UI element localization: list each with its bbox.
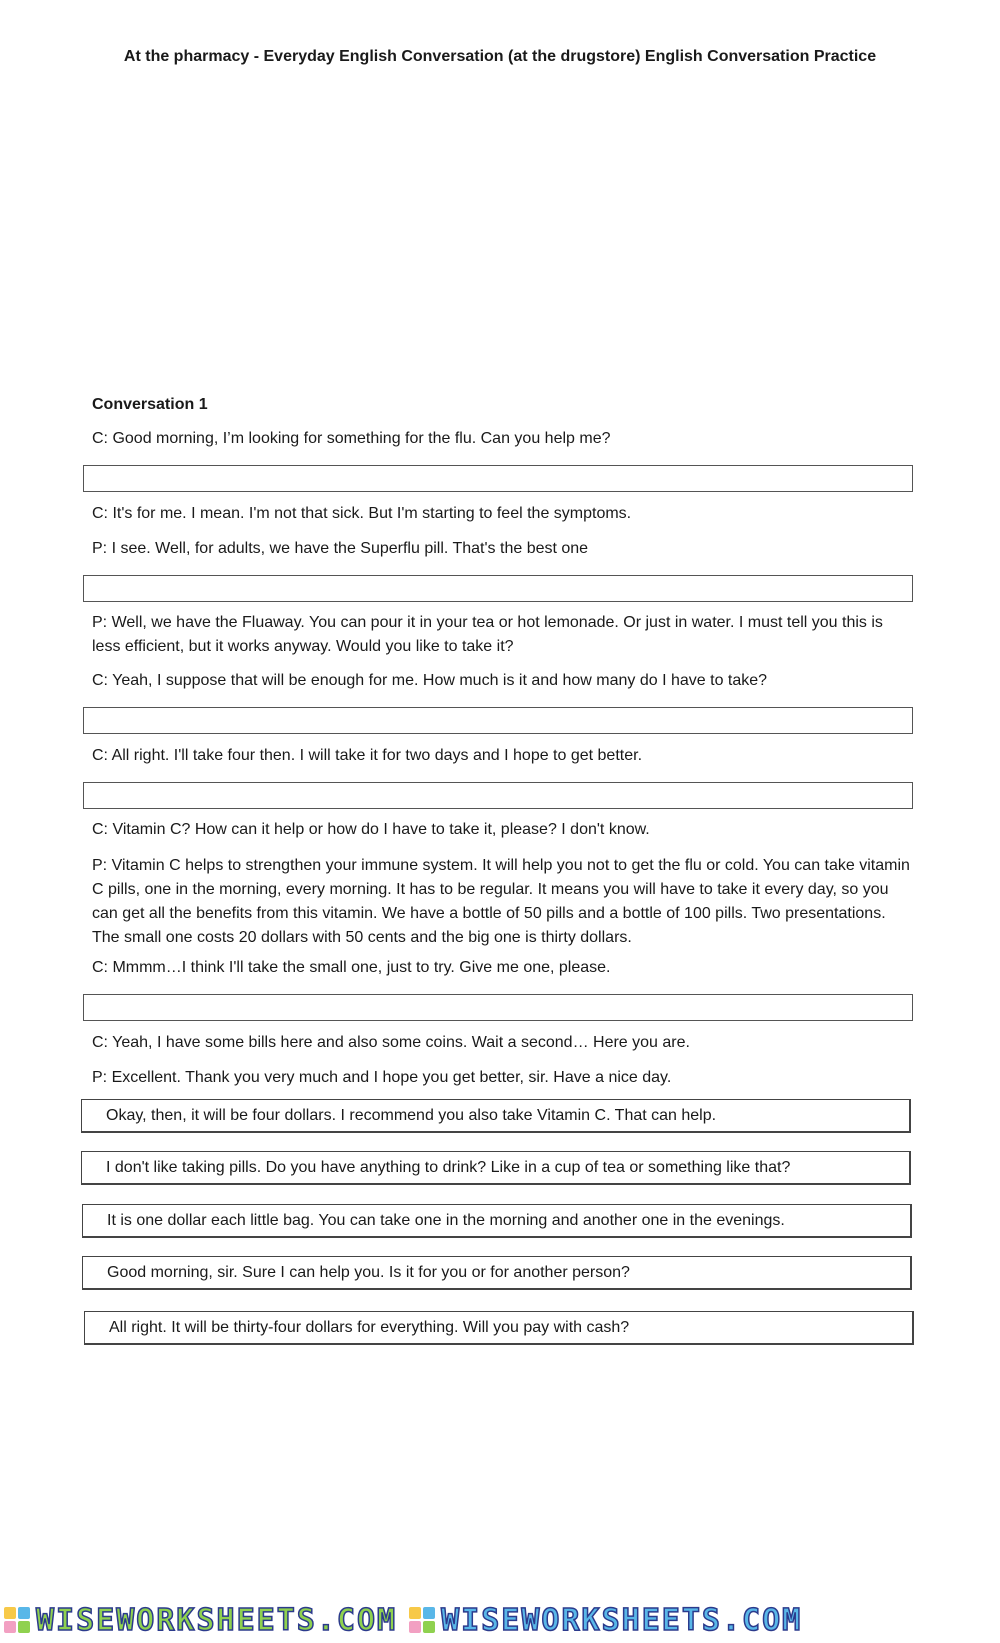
logo-wordmark: WISEWORKSHEETS.COM: [441, 1602, 803, 1638]
conversation-heading: Conversation 1: [92, 396, 208, 413]
logo-wordmark: WISEWORKSHEETS.COM: [36, 1602, 398, 1638]
answer-drop-box-3[interactable]: [83, 707, 913, 734]
dialogue-line: C: It's for me. I mean. I'm not that sick. But I'm starting to feel the symptoms.: [92, 505, 632, 522]
answer-option-1[interactable]: Okay, then, it will be four dollars. I recommend you also take Vitamin C. That can help.: [81, 1099, 911, 1133]
dialogue-line: C: Yeah, I suppose that will be enough for me. How much is it and how many do I have to take?: [92, 672, 768, 689]
answer-option-2[interactable]: I don't like taking pills. Do you have anything to drink? Like in a cup of tea or something like that?: [81, 1151, 911, 1185]
dialogue-line: P: Well, we have the Fluaway. You can pour it in your tea or hot lemonade. Or just in water. I must tell you this is less efficient, but it works anyway. Would you like to take it?: [92, 614, 883, 655]
answer-option-5[interactable]: All right. It will be thirty-four dollars for everything. Will you pay with cash?: [84, 1311, 914, 1345]
dialogue-line: C: Vitamin C? How can it help or how do I have to take it, please? I don't know.: [92, 821, 650, 838]
answer-drop-box-5[interactable]: [83, 994, 913, 1021]
answer-option-4[interactable]: Good morning, sir. Sure I can help you. Is it for you or for another person?: [82, 1256, 912, 1290]
brand-logo: [409, 1603, 802, 1638]
worksheet-title: At the pharmacy - Everyday English Conversation (at the drugstore) English Conversation Practice: [123, 48, 877, 65]
dialogue-line: P: Vitamin C helps to strengthen your immune system. It will help you not to get the flu or cold. You can take vitamin C pills, one in the morning, every morning. It has to be regular. It means you will have to take it every day, so you can get all the benefits from this vitamin. We have a bottle of 50 pills and a bottle of 100 pills. Two presentations. The small one costs 20 dollars with 50 cents and the big one is thirty dollars.: [92, 857, 910, 946]
dialogue-line: P: I see. Well, for adults, we have the Superflu pill. That's the best one: [92, 540, 589, 557]
logo-icon: [409, 1607, 435, 1633]
logo-icon: [4, 1607, 30, 1633]
answer-drop-box-1[interactable]: [83, 465, 913, 492]
answer-drop-box-4[interactable]: [83, 782, 913, 809]
brand-logo: [4, 1603, 397, 1638]
answer-drop-box-2[interactable]: [83, 575, 913, 602]
dialogue-line: C: Yeah, I have some bills here and also some coins. Wait a second… Here you are.: [92, 1034, 690, 1051]
dialogue-line: C: Good morning, I’m looking for something for the flu. Can you help me?: [92, 430, 611, 447]
answer-option-3[interactable]: It is one dollar each little bag. You can take one in the morning and another one in the evenings.: [82, 1204, 912, 1238]
dialogue-line: C: Mmmm…I think I'll take the small one, just to try. Give me one, please.: [92, 959, 611, 976]
dialogue-line: P: Excellent. Thank you very much and I hope you get better, sir. Have a nice day.: [92, 1069, 672, 1086]
dialogue-line: C: All right. I'll take four then. I will take it for two days and I hope to get better.: [92, 747, 643, 764]
footer-watermark: [0, 1600, 1000, 1640]
